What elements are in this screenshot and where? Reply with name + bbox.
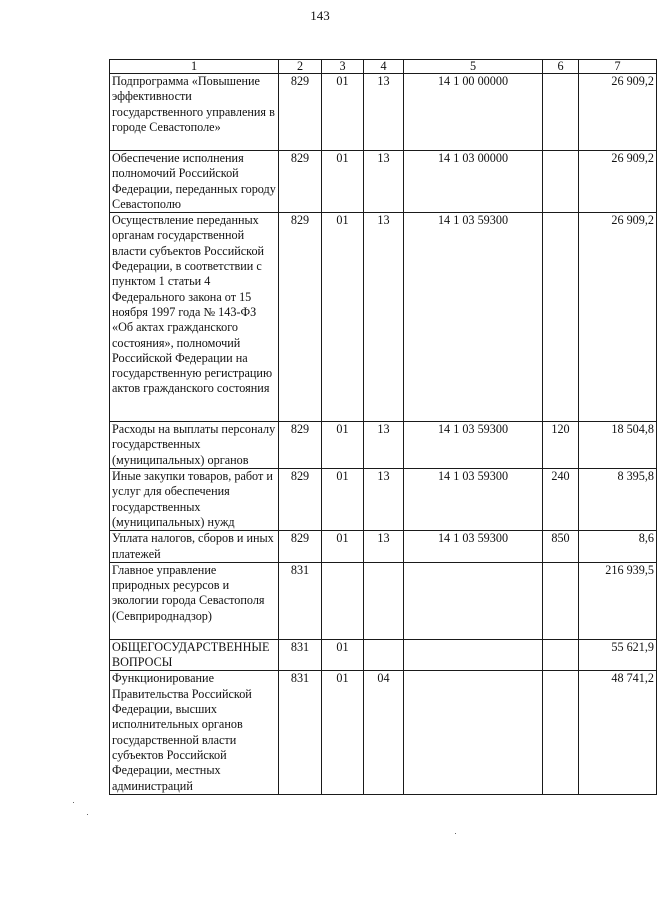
cell-col5: 14 1 03 59300: [404, 469, 543, 531]
row-name: Расходы на выплаты персоналу государственных (муниципальных) органов: [110, 422, 279, 469]
scan-speck: [455, 833, 456, 834]
column-header: 5: [404, 60, 543, 74]
column-header: 4: [364, 60, 404, 74]
row-name: ОБЩЕГОСУДАРСТВЕННЫЕ ВОПРОСЫ: [110, 639, 279, 671]
cell-col6: 240: [543, 469, 579, 531]
page-number: 143: [310, 8, 330, 23]
cell-col3: 01: [322, 639, 364, 671]
column-header: 1: [110, 60, 279, 74]
cell-col7: 26 909,2: [579, 151, 657, 213]
table-header-row: [110, 60, 657, 74]
table-row: [110, 469, 657, 531]
table-row: [110, 531, 657, 563]
row-name: Уплата налогов, сборов и иных платежей: [110, 531, 279, 563]
cell-col6: [543, 74, 579, 151]
column-header: 6: [543, 60, 579, 74]
cell-col6: 850: [543, 531, 579, 563]
cell-col5: [404, 562, 543, 639]
column-header: 7: [579, 60, 657, 74]
cell-col3: 01: [322, 531, 364, 563]
cell-col4: 13: [364, 74, 404, 151]
cell-col4: 13: [364, 422, 404, 469]
cell-col3: 01: [322, 151, 364, 213]
cell-col7: 18 504,8: [579, 422, 657, 469]
cell-col5: 14 1 03 59300: [404, 213, 543, 422]
row-name: Осуществление переданных органам государственной власти субъектов Российской Федерации, в соответствии с пунктом 1 статьи 4 Федерального закона от 15 ноября 1997 года № 143-ФЗ «Об актах гражданского состояния», полномочий Российской Федерации на государственную регистрацию актов гражданского состояния: [110, 213, 279, 422]
cell-col5: 14 1 00 00000: [404, 74, 543, 151]
row-name: Функционирование Правительства Российской Федерации, высших исполнительных органов государственной власти субъектов Российской Федерации, местных администраций: [110, 671, 279, 794]
row-name: Главное управление природных ресурсов и экологии города Севастополя (Севприроднадзор): [110, 562, 279, 639]
cell-col3: 01: [322, 74, 364, 151]
cell-col4: 13: [364, 469, 404, 531]
cell-col2: 829: [279, 469, 322, 531]
cell-col4: 13: [364, 531, 404, 563]
cell-col5: 14 1 03 59300: [404, 422, 543, 469]
cell-col3: 01: [322, 422, 364, 469]
cell-col4: [364, 562, 404, 639]
cell-col2: 831: [279, 671, 322, 794]
cell-col4: 13: [364, 213, 404, 422]
cell-col2: 829: [279, 422, 322, 469]
cell-col7: 26 909,2: [579, 74, 657, 151]
row-name: Подпрограмма «Повышение эффективности государственного управления в городе Севастополе»: [110, 74, 279, 151]
budget-table: [109, 59, 657, 795]
cell-col3: 01: [322, 213, 364, 422]
table-row: [110, 671, 657, 794]
cell-col7: 48 741,2: [579, 671, 657, 794]
cell-col3: [322, 562, 364, 639]
cell-col3: 01: [322, 469, 364, 531]
cell-col7: 8 395,8: [579, 469, 657, 531]
row-name: Обеспечение исполнения полномочий Российской Федерации, переданных городу Севастополю: [110, 151, 279, 213]
cell-col4: 04: [364, 671, 404, 794]
cell-col6: [543, 562, 579, 639]
cell-col7: 55 621,9: [579, 639, 657, 671]
table-row: [110, 639, 657, 671]
cell-col5: 14 1 03 59300: [404, 531, 543, 563]
table-row: [110, 213, 657, 422]
cell-col4: [364, 639, 404, 671]
column-header: 3: [322, 60, 364, 74]
cell-col6: [543, 213, 579, 422]
row-name: Иные закупки товаров, работ и услуг для обеспечения государственных (муниципальных) нужд: [110, 469, 279, 531]
cell-col6: 120: [543, 422, 579, 469]
cell-col2: 831: [279, 562, 322, 639]
table-row: [110, 74, 657, 151]
table-row: [110, 151, 657, 213]
cell-col2: 829: [279, 151, 322, 213]
cell-col3: 01: [322, 671, 364, 794]
cell-col7: 8,6: [579, 531, 657, 563]
cell-col6: [543, 639, 579, 671]
scan-speck: [73, 802, 74, 803]
cell-col5: [404, 671, 543, 794]
cell-col7: 26 909,2: [579, 213, 657, 422]
cell-col2: 829: [279, 74, 322, 151]
scan-speck: [87, 814, 88, 815]
cell-col5: [404, 639, 543, 671]
cell-col2: 829: [279, 213, 322, 422]
cell-col2: 831: [279, 639, 322, 671]
cell-col2: 829: [279, 531, 322, 563]
cell-col7: 216 939,5: [579, 562, 657, 639]
cell-col4: 13: [364, 151, 404, 213]
cell-col6: [543, 151, 579, 213]
cell-col5: 14 1 03 00000: [404, 151, 543, 213]
table-row: [110, 562, 657, 639]
column-header: 2: [279, 60, 322, 74]
table-row: [110, 422, 657, 469]
cell-col6: [543, 671, 579, 794]
